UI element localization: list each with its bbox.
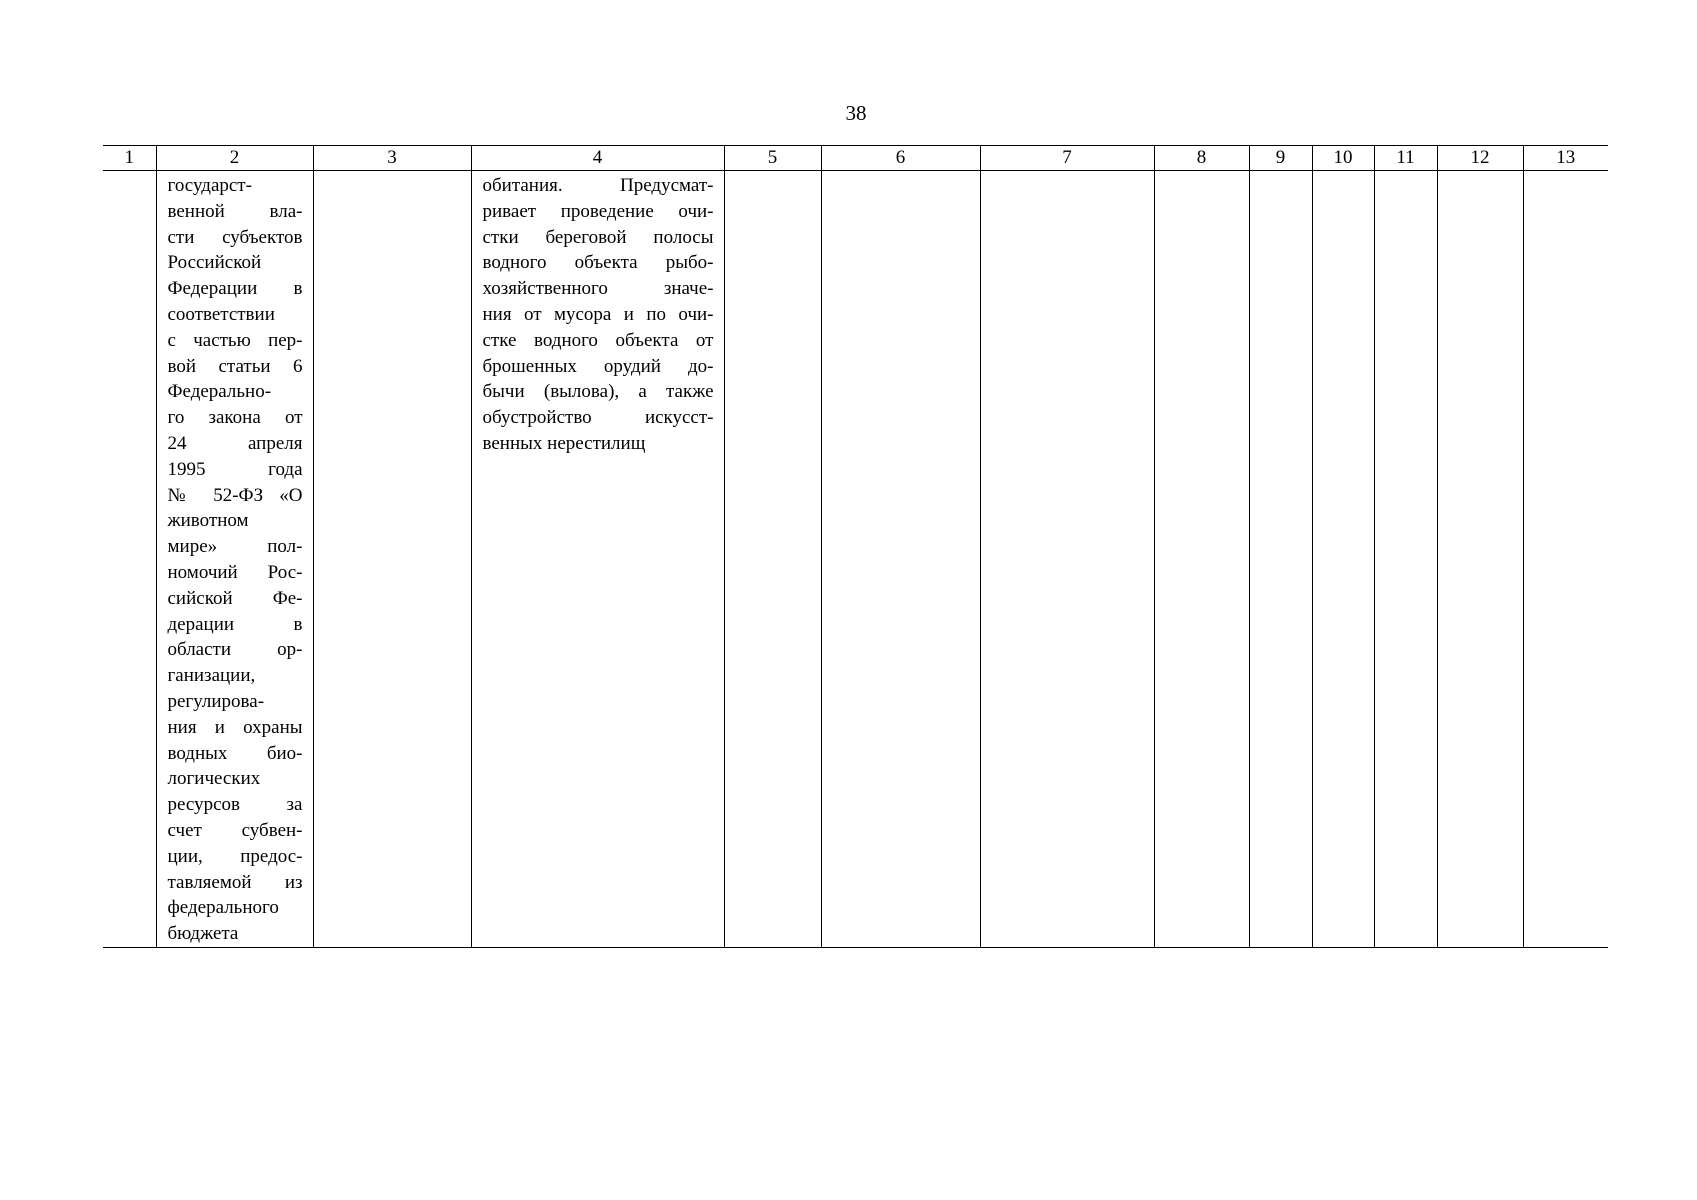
text-line: сти субъектов (167, 226, 303, 248)
text-line: бычи (вылова), а также (482, 381, 714, 403)
text-line: стки береговой полосы (482, 226, 714, 248)
cell-col8 (1154, 171, 1249, 948)
cell-col1 (103, 171, 156, 948)
cell-col2 (156, 171, 313, 948)
text-line: хозяйственного значе- (482, 278, 714, 300)
text-line: вой статьи 6 (167, 355, 303, 377)
column-header-6: 6 (821, 146, 980, 171)
text-line: ривает проведение очи- (482, 200, 714, 222)
text-line: ганизации, (167, 665, 256, 687)
text-line: 1995 года (167, 458, 303, 480)
cell-col7 (980, 171, 1154, 948)
cell-col9 (1249, 171, 1312, 948)
cell-col11 (1374, 171, 1437, 948)
column-header-11: 11 (1374, 146, 1437, 171)
column-number-row (103, 146, 1608, 171)
text-line: водных био- (167, 742, 303, 764)
authority-description-text (157, 171, 313, 947)
cell-col13 (1523, 171, 1608, 948)
table-row (103, 171, 1608, 948)
text-line: регулирова- (167, 690, 265, 712)
column-header-10: 10 (1312, 146, 1374, 171)
column-header-1: 1 (103, 146, 156, 171)
text-line: № 52-ФЗ «О (167, 484, 303, 506)
text-line: го закона от (167, 407, 303, 429)
column-header-13: 13 (1523, 146, 1608, 171)
text-line: ресурсов за (167, 794, 303, 816)
text-line: государст- (167, 175, 252, 196)
column-header-2: 2 (156, 146, 313, 171)
text-line: номочий Рос- (167, 561, 303, 583)
text-line: венной вла- (167, 200, 303, 222)
text-line: логических (167, 768, 261, 790)
column-header-3: 3 (313, 146, 471, 171)
text-line: с частью пер- (167, 329, 303, 351)
column-header-8: 8 (1154, 146, 1249, 171)
text-line: брошенных орудий до- (482, 355, 714, 377)
cell-col3 (313, 171, 471, 948)
text-line: федерального (167, 897, 279, 919)
text-line: водного объекта рыбо- (482, 252, 714, 274)
cell-col12 (1437, 171, 1523, 948)
text-line: тавляемой из (167, 871, 303, 893)
column-header-9: 9 (1249, 146, 1312, 171)
column-header-12: 12 (1437, 146, 1523, 171)
cell-col10 (1312, 171, 1374, 948)
text-line: соответствии (167, 303, 275, 325)
cell-col5 (724, 171, 821, 948)
measure-description-text (472, 171, 724, 457)
text-line: сийской Фе- (167, 587, 303, 609)
text-line: 24 апреля (167, 432, 303, 454)
text-line: стке водного объекта от (482, 329, 714, 351)
text-line: венных нерестилищ (482, 432, 646, 454)
text-line: Федерально- (167, 381, 272, 403)
text-line: ния и охраны (167, 716, 303, 738)
document-table (103, 145, 1608, 948)
text-line: области ор- (167, 639, 303, 661)
page-number: 38 (845, 101, 867, 125)
text-line: счет субвен- (167, 819, 303, 841)
column-header-5: 5 (724, 146, 821, 171)
column-header-7: 7 (980, 146, 1154, 171)
text-line: мире» пол- (167, 536, 303, 558)
text-line: обитания. Предусмат- (482, 175, 714, 196)
text-line: обустройство искусст- (482, 407, 714, 429)
text-line: ции, предос- (167, 845, 303, 867)
column-header-4: 4 (471, 146, 724, 171)
text-line: животном (167, 510, 249, 532)
cell-col4 (471, 171, 724, 948)
text-line: Федерации в (167, 278, 303, 300)
text-line: ния от мусора и по очи- (482, 303, 714, 325)
cell-col6 (821, 171, 980, 948)
text-line: бюджета (167, 923, 239, 945)
text-line: Российской (167, 252, 262, 274)
text-line: дерации в (167, 613, 303, 635)
